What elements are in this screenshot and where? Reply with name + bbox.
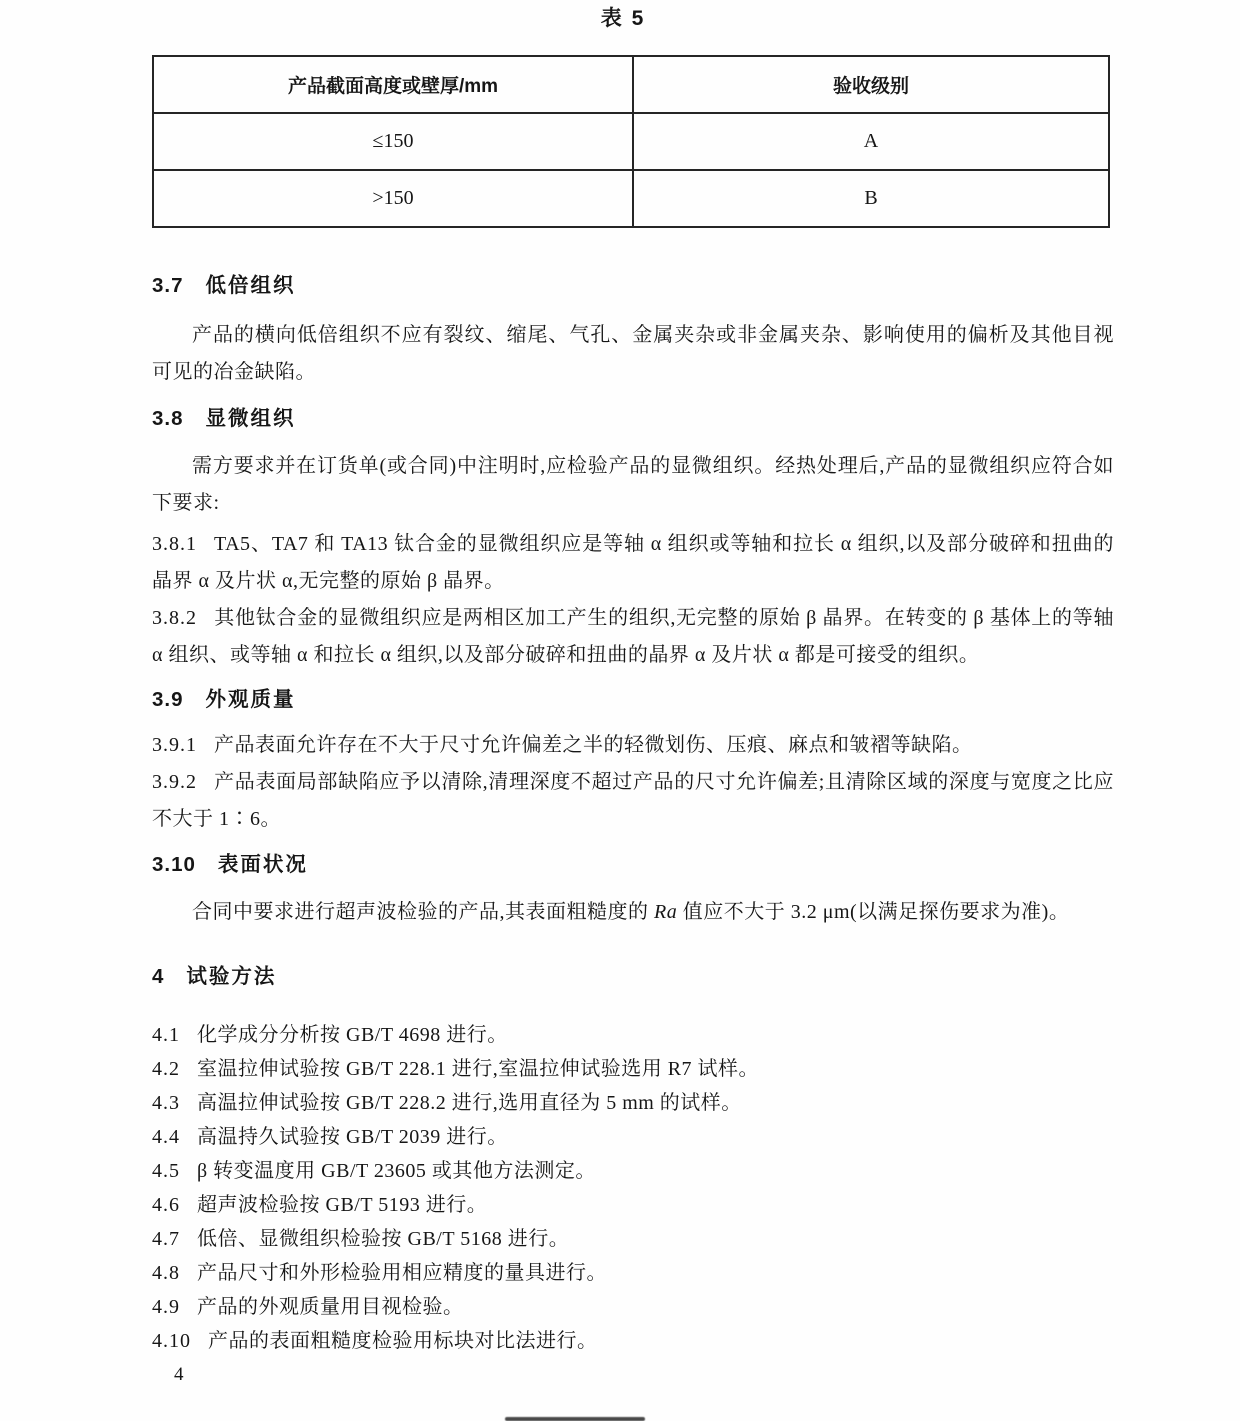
table-header-acceptance-level: 验收级别 xyxy=(633,56,1109,113)
ra-symbol: Ra xyxy=(654,901,678,923)
section-3-10-heading xyxy=(152,851,1114,878)
clause-number: 4.5 xyxy=(152,1160,180,1182)
table-row xyxy=(153,113,1109,170)
table-header-section-height: 产品截面高度或壁厚/mm xyxy=(153,56,633,113)
clause-number: 3.9.2 xyxy=(152,771,197,793)
section-title: 外观质量 xyxy=(205,688,296,711)
clause-number: 4.6 xyxy=(152,1194,180,1216)
clause-number: 3.8.2 xyxy=(152,607,197,629)
section-number: 3.9 xyxy=(152,688,184,711)
section-number: 4 xyxy=(152,965,165,988)
clause-number: 3.9.1 xyxy=(152,734,197,756)
section-title: 试验方法 xyxy=(186,965,277,988)
clause-number: 4.3 xyxy=(152,1092,180,1114)
clause-number: 4.4 xyxy=(152,1126,180,1148)
section-number: 3.8 xyxy=(152,407,184,430)
clause-3-9-1 xyxy=(152,727,1114,764)
clause-text: 高温持久试验按 GB/T 2039 进行。 xyxy=(197,1126,508,1148)
table-header-row xyxy=(153,56,1109,113)
table-cell-height-range: >150 xyxy=(153,170,633,227)
page-number: 4 xyxy=(174,1364,184,1385)
clause-text: 低倍、显微组织检验按 GB/T 5168 进行。 xyxy=(197,1228,570,1250)
table-cell-height-range: ≤150 xyxy=(153,113,633,170)
clause-text: 其他钛合金的显微组织应是两相区加工产生的组织,无完整的原始 β 晶界。在转变的 β 基体上的等轴 α 组织、或等轴 α 和拉长 α 组织,以及部分破碎和扭曲的晶界 α 及片状 α 都是可接受的组织。 xyxy=(152,607,1114,666)
clause-text: 产品的表面粗糙度检验用标块对比法进行。 xyxy=(208,1330,598,1352)
acceptance-level-table xyxy=(152,55,1110,228)
section-3-7-heading xyxy=(152,272,1114,299)
table-cell-level: B xyxy=(633,170,1109,227)
clause-text: TA5、TA7 和 TA13 钛合金的显微组织应是等轴 α 组织或等轴和拉长 α 组织,以及部分破碎和扭曲的晶界 α 及片状 α,无完整的原始 β 晶界。 xyxy=(152,533,1114,592)
section-number: 3.10 xyxy=(152,853,196,876)
clause-number: 4.2 xyxy=(152,1058,180,1080)
clause-4-8 xyxy=(152,1256,1114,1290)
clause-number: 3.8.1 xyxy=(152,533,197,555)
clause-number: 4.9 xyxy=(152,1296,180,1318)
clause-4-6 xyxy=(152,1188,1114,1222)
clause-4-7 xyxy=(152,1222,1114,1256)
table-cell-level: A xyxy=(633,113,1109,170)
clause-text: β 转变温度用 GB/T 23605 或其他方法测定。 xyxy=(197,1160,596,1182)
clause-4-9 xyxy=(152,1290,1114,1324)
test-method-list xyxy=(152,1018,1114,1358)
table-title: 表 5 xyxy=(600,7,646,30)
clause-text: 产品的外观质量用目视检验。 xyxy=(197,1296,464,1318)
clause-text: 化学成分分析按 GB/T 4698 进行。 xyxy=(197,1024,508,1046)
clause-number: 4.10 xyxy=(152,1330,191,1352)
clause-text: 产品表面局部缺陷应予以清除,清理深度不超过产品的尺寸允许偏差;且清除区域的深度与宽度之比应不大于 1∶6。 xyxy=(152,771,1114,830)
section-4-heading xyxy=(152,963,1114,990)
clause-4-10 xyxy=(152,1324,1114,1358)
clause-3-9-2 xyxy=(152,764,1114,838)
clause-number: 4.7 xyxy=(152,1228,180,1250)
section-title: 显微组织 xyxy=(205,407,296,430)
section-3-8-heading xyxy=(152,405,1114,432)
section-3-7-paragraph: 产品的横向低倍组织不应有裂纹、缩尾、气孔、金属夹杂或非金属夹杂、影响使用的偏析及其他目视可见的冶金缺陷。 xyxy=(152,324,1114,383)
section-3-8-paragraph: 需方要求并在订货单(或合同)中注明时,应检验产品的显微组织。经热处理后,产品的显微组织应符合如下要求: xyxy=(152,455,1114,514)
clause-text: 高温拉伸试验按 GB/T 228.2 进行,选用直径为 5 mm 的试样。 xyxy=(197,1092,742,1114)
scan-artifact xyxy=(505,1417,645,1421)
paragraph-text: 值应不大于 3.2 μm(以满足探伤要求为准)。 xyxy=(677,901,1070,923)
clause-number: 4.8 xyxy=(152,1262,180,1284)
clause-text: 超声波检验按 GB/T 5193 进行。 xyxy=(197,1194,488,1216)
clause-3-8-1 xyxy=(152,526,1114,600)
section-title: 表面状况 xyxy=(217,853,308,876)
clause-3-8-2 xyxy=(152,600,1114,674)
section-number: 3.7 xyxy=(152,274,184,297)
paragraph-text: 合同中要求进行超声波检验的产品,其表面粗糙度的 xyxy=(192,901,654,923)
section-3-9-heading xyxy=(152,686,1114,713)
clause-text: 产品表面允许存在不大于尺寸允许偏差之半的轻微划伤、压痕、麻点和皱褶等缺陷。 xyxy=(214,734,973,756)
clause-4-2 xyxy=(152,1052,1114,1086)
clause-4-4 xyxy=(152,1120,1114,1154)
section-3-10-paragraph xyxy=(152,894,1114,931)
section-title: 低倍组织 xyxy=(205,274,296,297)
clause-number: 4.1 xyxy=(152,1024,180,1046)
clause-4-1 xyxy=(152,1018,1114,1052)
clause-4-3 xyxy=(152,1086,1114,1120)
clause-text: 产品尺寸和外形检验用相应精度的量具进行。 xyxy=(197,1262,607,1284)
clause-4-5 xyxy=(152,1154,1114,1188)
table-row xyxy=(153,170,1109,227)
clause-text: 室温拉伸试验按 GB/T 228.1 进行,室温拉伸试验选用 R7 试样。 xyxy=(197,1058,760,1080)
